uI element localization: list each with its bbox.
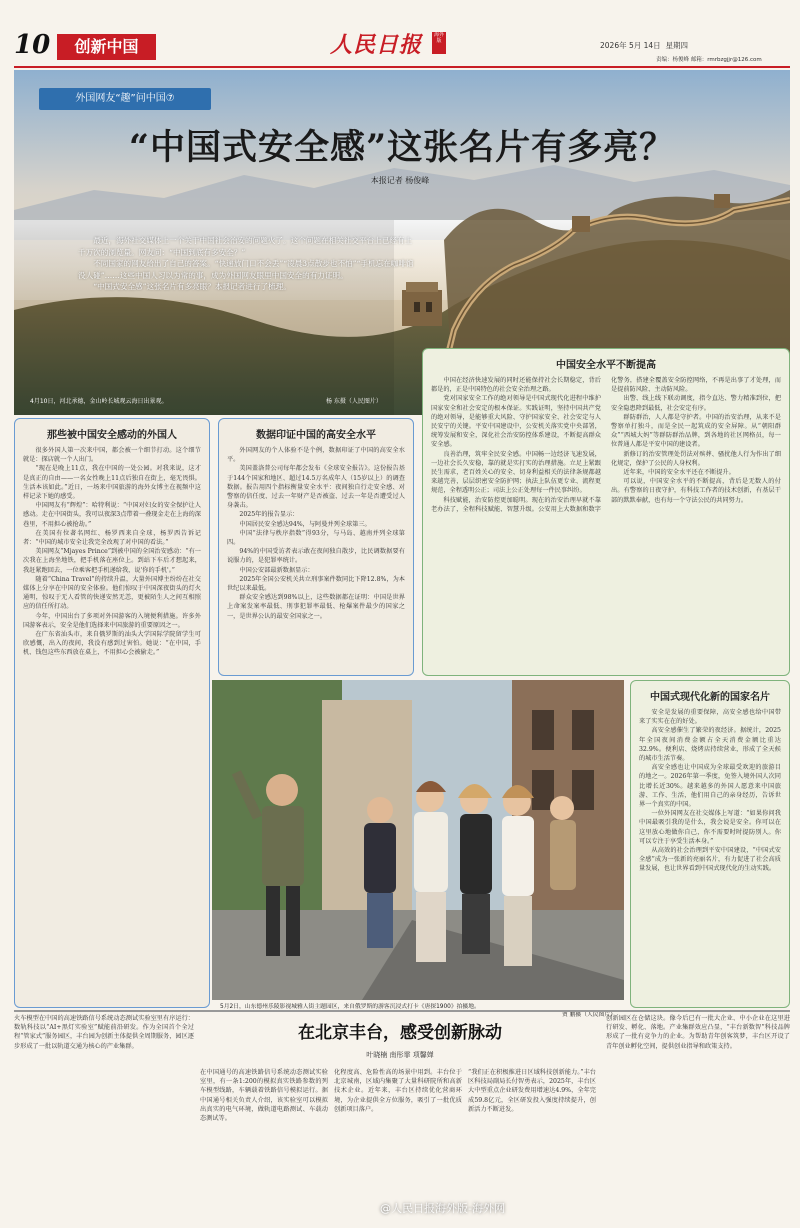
caption-text: 5月2日，山东德州乐陵影视城雅人街主题园区，来自俄罗斯的游客沉浸式打卡《唐探1900》拍摄地。 [220,1004,480,1010]
bottom-article-col2: 在中国通号的高速铁路信号系统动态测试实验室里，有一条1:200的模拟真实铁路参数的列车模型线路，车辆载着铁路信号模拟运行。据中国通号相关负责人介绍，该实验室可以模拟出真实的电气环境，做轨道电路测试、车载动态测试等。 [200,1069,328,1123]
bottom-article-col1: 火车模型在中国的高速铁路信号系统动态测试实验室里有序运行：数轨科技以“AI+黑灯实验室”赋能前沿研发。作为全国首个全过程“管家式”服务园区，丰台园为创新主体提供全周期服务，园区逐步形成了一批以轨道交通为核心的产业集群。 [14,1015,194,1050]
lead-paragraph: “中国式安全感”这张名片有多亮眼？本报记者进行了梳理。 [93,282,291,291]
byline: 本报记者 杨俊峰 [370,176,430,185]
section-label: 创新中国 [57,34,156,60]
box-body [219,446,413,621]
article-box-national-card [630,680,790,1008]
tourists-illustration [212,680,624,1000]
box-paragraph: 中国在经济快速发展的同时还能保持社会长期稳定，背后都是的，正是中国特色的社会安全治理之路。 [431,377,601,394]
headline: “中国式安全感”这张名片有多亮？ [128,127,676,168]
box-paragraph: 高安全感催生了繁荣的夜经济。据统计，2025年全国夜间消费金额占全天消费金额比重达32.9%。便利店、烧烤店持续营业，形成了全天候的城市生活节奏。 [639,727,781,763]
box-paragraph: 良善治理，筑牢全民安全感。中国畅一边经济飞速发展，一边社会长久安稳，靠的就是实打实的治理措施。立足上紧跟民生需求，老百姓关心的安全、切身利益相关的法律条规都越来越完善，层层织密安全防护网；执法上队伍更专业、流程更规范，全程透明公正；司法上公正处理每一件民事纠纷。 [431,450,601,495]
paper-logo: 人民日报 [330,32,423,58]
box-title: 数据印证中国的高安全水平 [256,430,376,441]
photo-credit: 贾 鹏摄（人民图片） [561,1012,616,1018]
box-body [423,376,789,514]
box-paragraph: 2025年的报告显示： [239,511,299,519]
box-paragraph: 从高效的社会治理到平安中国建设，“中国式安全感”成为一张新的亮丽名片，有力促进了社会高质量发展，也让世界看到中国式现代化的生动实践。 [639,847,781,873]
box-paragraph: 近年来，中国的安全水平还在不断提升。 [623,469,735,477]
editor-info: 责编：杨俊峰 邮箱：rmrbzgjjr@126.com [656,57,762,63]
box-paragraph: 在美国有位著名网红、杨罗西来自全球，杨罗西告诉记者：“中国的城市安全让我完全改观了对中国的看法。” [23,529,201,547]
box-paragraph: 一位外国网友在社交媒体上写道：“如果你问我中国最吸引我的是什么，我会说是安全。你可以在这里放心地做你自己，你不需要时时提防别人。你可以专注于享受生活本身。” [639,810,781,845]
photo-credit: 杨 东摄（人民图片） [326,398,382,405]
box-paragraph: 中国“法律与秩序指数”得93分，与马岛、越南并列全球第四。 [227,529,405,547]
box-paragraph: 群众安全感达到98%以上，这些数据都在证明：中国是世界上命案发案率最低、刑事犯罪率最低、枪爆案件最少的国家之一，是世界公认的最安全国家之一。 [227,594,405,620]
bottom-article-title: 在北京丰台，感受创新脉动 [298,1023,502,1043]
dateline [600,40,688,51]
edition-seal [432,32,446,54]
box-paragraph: 中国网友有“辉煌”：哈特利说：“中国对妇女的安全保护让人感动。走在中国街头，我可以夜深3点带着一叠现金走在上海的深巷里，不用担心被抢劫。” [23,502,201,528]
box-paragraph: 中国公安部最新数据显示： [239,566,314,574]
box-paragraph: 美国盖洛普公司每年都会发布《全球安全报告》。这份报告基于144个国家和地区、超过14.5万名成年人（15岁以上）的调查数据。报告用四个指标衡量安全水平：夜间独自行走安全感、对警察的信任度、过去一年财产是否被盗、过去一年是否遭受过人身袭击。 [227,465,405,510]
series-label: 外国网友“趣”问中国⑦ [39,88,211,110]
box-paragraph: 在广东省汕头市，来自俄罗斯的汕头大学国际学院留学生可欣感慨，出入的夜间，我没有感到过害怕。她说：“在中国，手机、钱包这些东西放在桌上，不用担心会被偷走。” [23,631,201,657]
tourists-photo [212,680,624,1000]
article-box-safety-level [422,348,790,676]
bottom-article-col5: 创新园区在仓储这块。像今后已有一批大企业、中小企业在这里进行研发、孵化、落地。产业集群效应凸显，“丰台新数智”科技品牌形成了一批有竞争力的企业。为帮助青年创客筑梦，丰台区开设了青年创业孵化空间，提供创业指导和政策支持。 [606,1015,790,1050]
lead-paragraph: 不同国家的网友给出了自己的答案。“快递放门口不会丢”“凌晨3点散步也不怕”“手机忘在咖啡馆没人碰”……这些中国人习以为常的事，成为外国网友眼里中国安全的有力证明。 [78,259,414,280]
box-body [631,708,789,874]
edition-label: 海外版 [433,32,444,44]
box-paragraph: 群防群治，人人都是守护者。中国的治安治理，从来不是警察单打独斗，而是全民一起筑成的安全屏障。从“朝阳群众”“西城大妈”等群防群治品牌，到各地的社区网格员，每一位普通人都是平安中国的建设者。 [611,413,781,449]
box-title: 那些被中国安全感动的外国人 [47,430,177,441]
page-number: 10 [14,30,51,60]
box-paragraph: 很多外国人第一次来中国，都会被一个细节打动。这个细节就是：探店就一个人出门。 [23,447,201,464]
lead-paragraphs [78,235,418,293]
box-paragraph: 94%的中国受访者表示敢在夜间独自散步，比民调数据要有说服力的，是犯罪率统计。 [227,548,405,565]
box-paragraph: 随着“China Travel”的持续升温，大量外国博主纷纷在社交媒体上分享在中国的安全体验。他们惊叹于中国深夜街头的灯火通明，惊叹于无人看管的快递安然无恙，更被陌生人之间互相照应的信任所打动。 [23,575,201,611]
box-paragraph: 高安全感也让中国成为全球最受欢迎的旅游目的地之一。2026年第一季度，免签入境外国人次同比增长近30%。越来越多的外国人愿意来中国旅游、工作、生活，他们用自己的亲身经历，告诉世界一个真实的中国。 [639,764,781,809]
box-paragraph: 中国居民安全感达94%，与阿曼并列全球第三。 [239,520,371,528]
bottom-article-byline: 叶晓楠 南彤霏 项馨婵 [366,1051,434,1059]
box-title: 中国安全水平不断提高 [556,360,656,371]
box-paragraph: “现在是晚上11点，我在中国的一处公园。对我来说，这才是真正的自由——一名女性晚上11点后独自在街上，毫无畏惧。生活本该如此。”近日，一场来中国旅游的海外女博主在视频中这样记录下她的感受。 [23,465,201,501]
bottom-article-col3: 化程度高、危险性高的场景中用到。丰台位于北京城南，区域内集聚了大量科研院所和高新技术企业。近年来，丰台区持续优化营商环境，为企业提供全方位服务，吸引了一批优质创新项目落户。 [334,1069,462,1113]
box-title: 中国式现代化新的国家名片 [650,692,770,703]
masthead-rule [14,66,790,68]
box-paragraph: 安全是发展的重要保障，高安全感也给中国带来了实实在在的好处。 [639,709,781,726]
box-body [15,446,209,658]
box-paragraph: 今年，中国出台了多项对外国游客的入境便利措施。许多外国游客表示，安全是他们选择来中国旅游的重要原因之一。 [23,612,201,629]
box-paragraph: 党对国家安全工作的绝对领导是中国式现代化进程中维护国家安全和社会安定的根本保证。实践证明，坚持中国共产党的绝对领导，是能够重大风险、守护国家安全、社会安定与人民安宁的关键。平安中国建设中，公安机关落实党中央部署，统筹发展和安全，深化社会治安防控体系建设，不断提高群众安全感。 [431,395,601,449]
bottom-article-col4: “我们正在积极推进日区域科技创新能力。”丰台区科技局副局长付智勇表示，2025年，丰台区大中型重点企业研发费用增速达4.9%，全年完成59.8亿元，全区研发投入强度持续提升，创新活力不断迸发。 [468,1069,596,1113]
article-box-data [218,418,414,676]
date: 2026年 5月 14日 [600,41,661,50]
box-paragraph: 美国网友“Mjayes Prince”到被中国的全国治安感动：“有一次我在上海坐地铁，把手机落在座位上。到站下车后才想起来，我赶紧跑回去，一位乘客把手机递给我，说'你的手机'。” [23,548,201,574]
photo-caption: 4月10日，河北承德，金山岭长城观云海日出景观。 [30,398,168,405]
weekday: 星期四 [665,41,688,50]
box-paragraph: 科技赋能，治安防控更加聪明。现在的治安治理早就不靠老办法了，全程科技赋能、智慧升级。公安用上大数据和数字化警务，搭建全覆盖安全防控网络，不再是出事了才处理，而是提前防风险、主动防风险。 [431,377,781,513]
box-paragraph: 外国网友的个人体验不是个例，数据印证了中国的高安全水平。 [227,447,405,464]
box-paragraph: 新修订的治安管理处罚法对殡葬、骚扰他人行为作出了细化规定，保护了公民的人身权利。 [611,450,781,467]
section-divider [14,1010,790,1012]
box-paragraph: 可以说，中国安全水平的不断提高，背后是无数人的付出。有警察的日夜守护，有科技工作者的技术创新，有基层干部的默默奉献，也有每一个守法公民的共同努力。 [611,478,781,504]
box-paragraph: 出警、线上线下联动调度，指令直达、警力精准到位，把安全隐患降到最低，社会安定有序。 [611,395,781,412]
article-box-foreigners [14,418,210,1008]
lead-paragraph: 最近，海外社交媒体上一个关于中国社会治安的问题火了。这个问题在相关社交平台上已经有上千万次的浏览量。网友问：“中国到底有多安全？” [78,236,413,257]
watermark: @人民日报海外版-海外网 [380,1202,505,1215]
box-paragraph: 2025年全国公安机关共立刑事案件数同比下降12.8%，为本世纪以来最低。 [227,575,405,593]
